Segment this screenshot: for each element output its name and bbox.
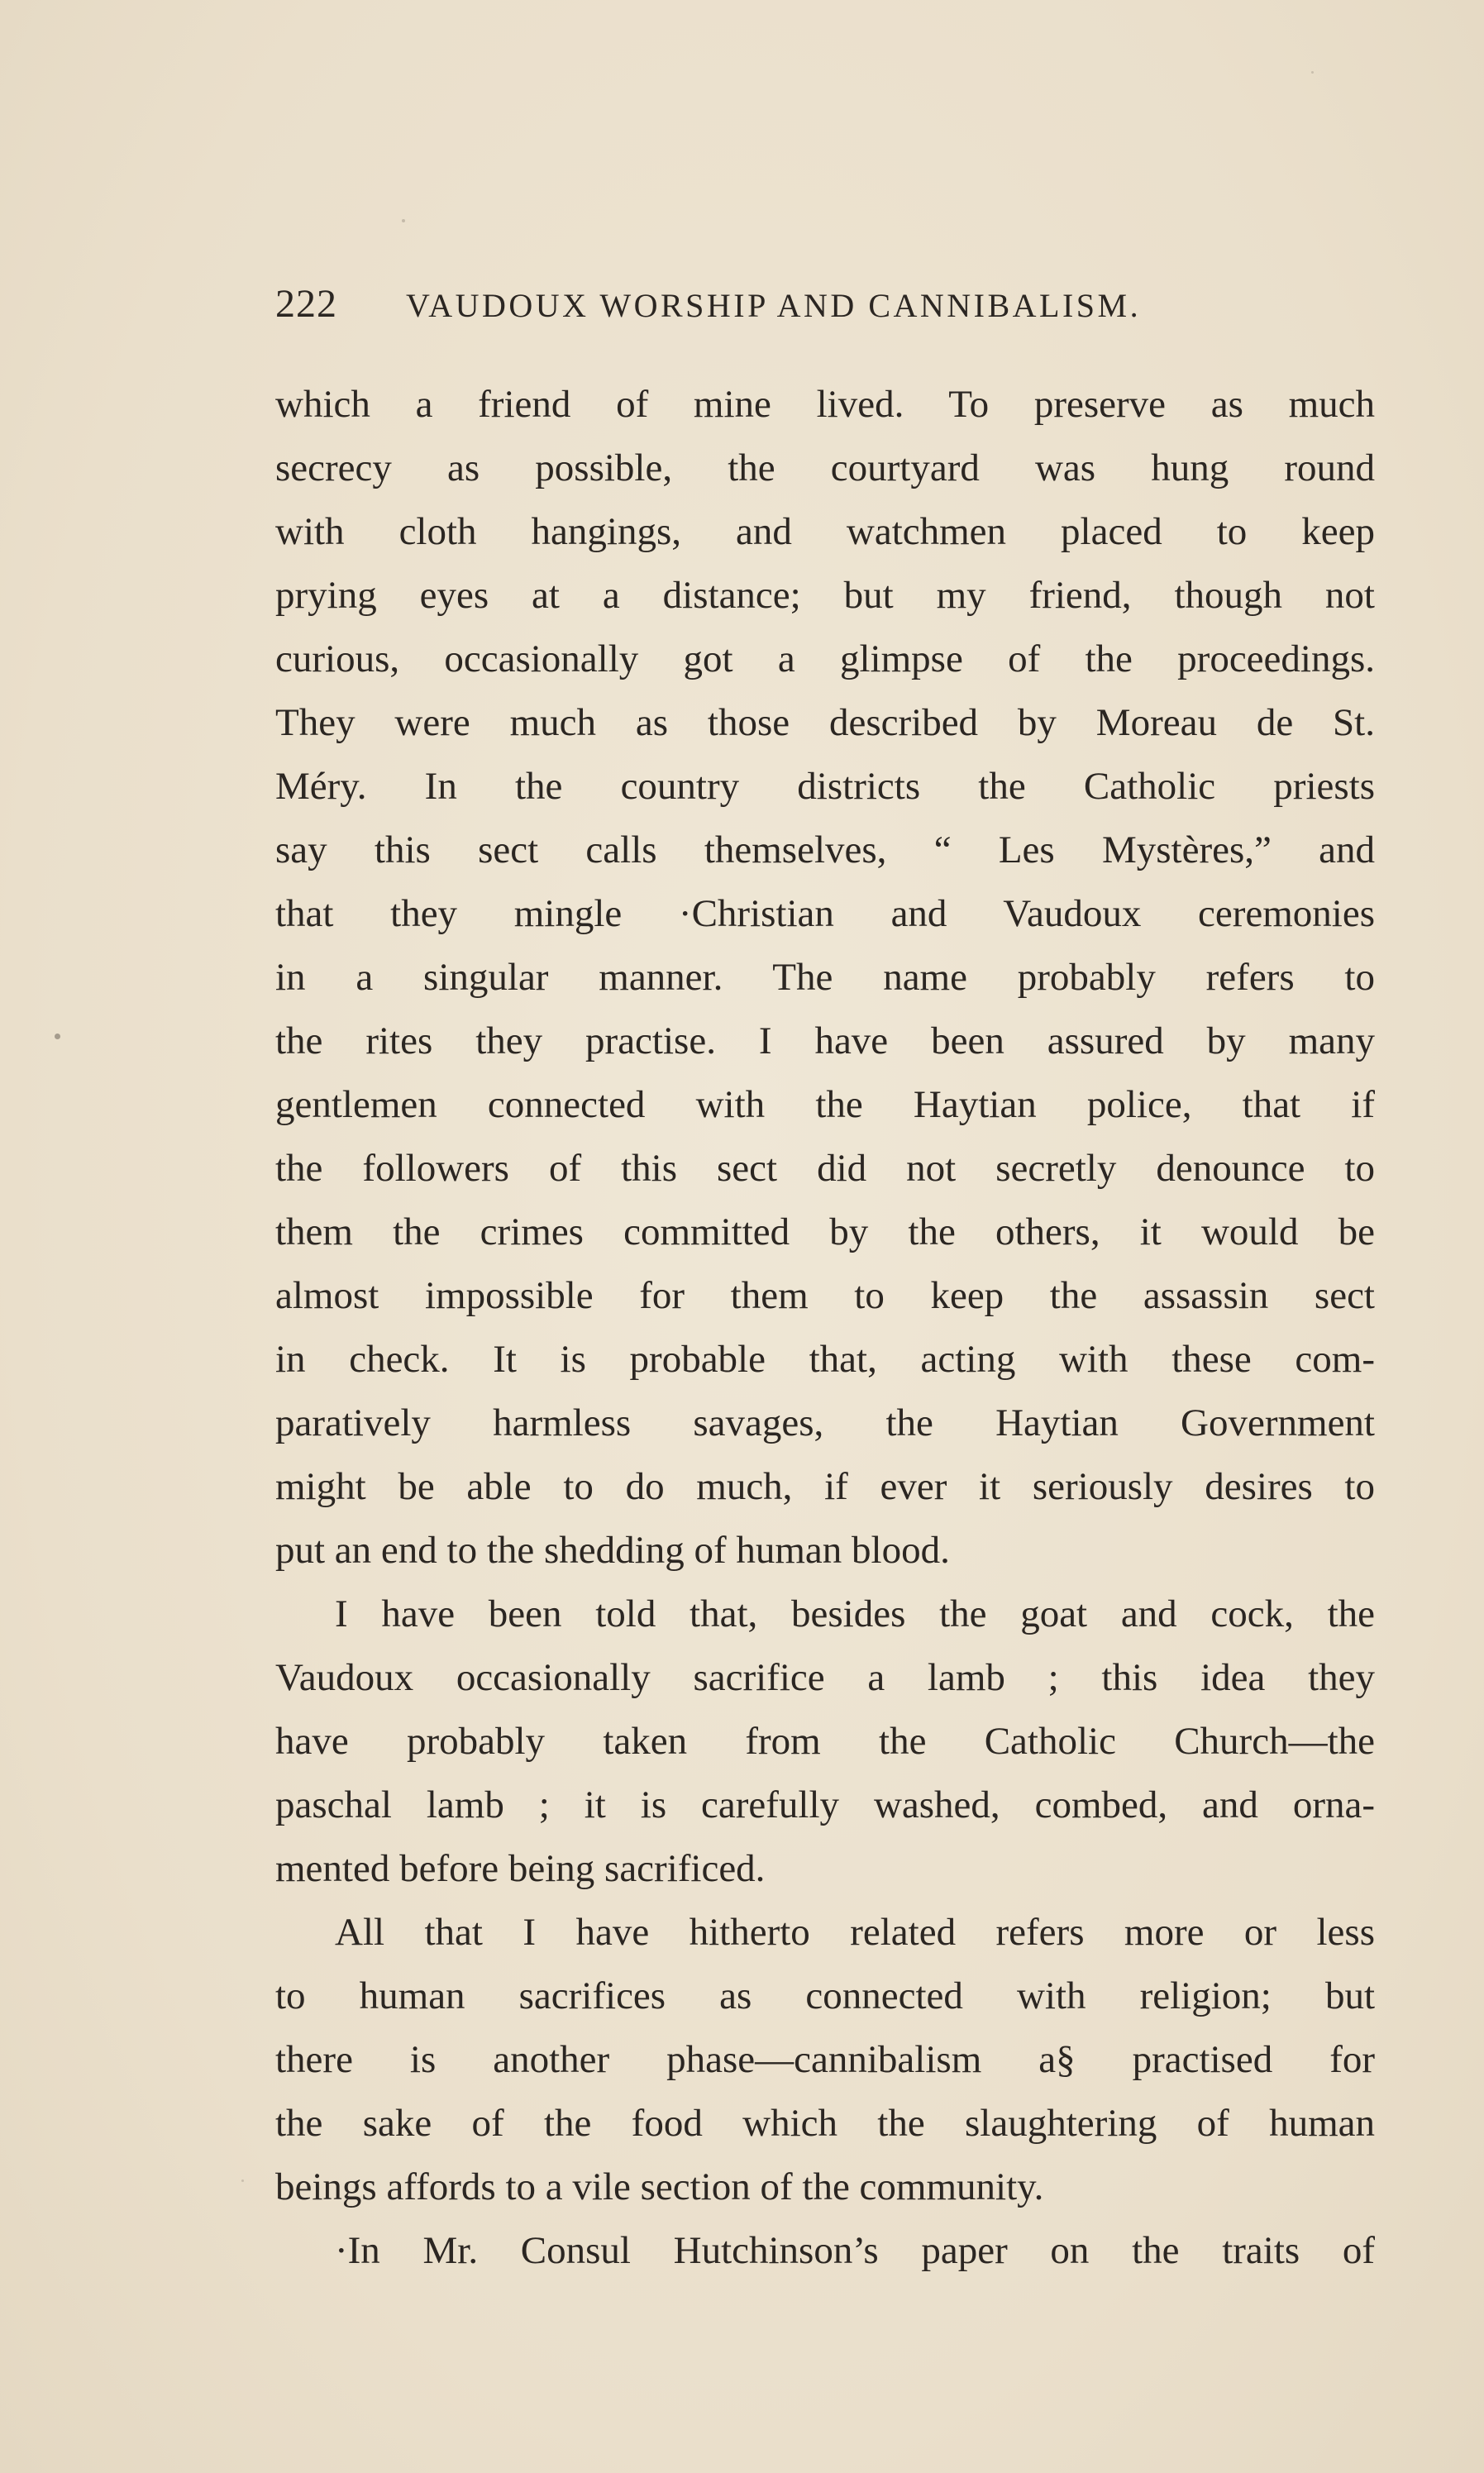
text-line: Vaudoux occasionally sacrifice a lamb ; this idea they	[275, 1656, 1375, 1699]
text-line: almost impossible for them to keep the assassin sect	[275, 1274, 1375, 1317]
paper-speck	[1311, 71, 1314, 74]
running-title: VAUDOUX WORSHIP AND CANNIBALISM.	[406, 287, 1142, 324]
paragraph-end-line: mented before being sacrificed.	[275, 1847, 766, 1890]
page-number: 222	[275, 282, 337, 326]
text-line: them the crimes committed by the others, it would be	[275, 1210, 1375, 1253]
text-line: paschal lamb ; it is carefully washed, combed, and orna-	[275, 1783, 1375, 1826]
text-line: curious, occasionally got a glimpse of the proceedings.	[275, 637, 1375, 680]
text-line: which a friend of mine lived. To preserve as much	[275, 383, 1375, 426]
text-line: gentlemen connected with the Haytian police, that if	[275, 1083, 1375, 1126]
text-line: the followers of this sect did not secretly denounce to	[275, 1147, 1375, 1190]
text-line: Méry. In the country districts the Catholic priests	[275, 765, 1375, 808]
paper-speck	[402, 219, 405, 222]
text-line: the sake of the food which the slaughtering of human	[275, 2102, 1375, 2145]
paper-speck	[241, 2179, 244, 2182]
text-line: in check. It is probable that, acting with these com-	[275, 1338, 1375, 1381]
text-line: secrecy as possible, the courtyard was hung round	[275, 446, 1375, 489]
text-line: the rites they practise. I have been assured by many	[275, 1019, 1375, 1062]
text-line: paratively harmless savages, the Haytian Government	[275, 1401, 1375, 1444]
text-line: there is another phase—cannibalism a§ practised for	[275, 2038, 1375, 2081]
paragraph-start-line: ·In Mr. Consul Hutchinson’s paper on the traits of	[335, 2229, 1375, 2272]
text-line: prying eyes at a distance; but my friend, though not	[275, 574, 1375, 617]
paragraph-start-line: I have been told that, besides the goat and cock, the	[335, 1592, 1375, 1635]
text-line: They were much as those described by Moreau de St.	[275, 701, 1375, 744]
paragraph-end-line: beings affords to a vile section of the community.	[275, 2165, 1044, 2208]
paragraph-start-line: All that I have hitherto related refers more or less	[335, 1911, 1375, 1954]
page-header	[275, 279, 1375, 329]
text-line: have probably taken from the Catholic Church—the	[275, 1720, 1375, 1763]
text-line: in a singular manner. The name probably refers to	[275, 956, 1375, 999]
body-text	[275, 373, 1375, 2283]
paragraph-end-line: put an end to the shedding of human blood.	[275, 1529, 950, 1572]
text-line: to human sacrifices as connected with religion; but	[275, 1974, 1375, 2017]
text-line: say this sect calls themselves, “ Les Mystères,” and	[275, 828, 1375, 871]
text-line: that they mingle ·Christian and Vaudoux ceremonies	[275, 892, 1375, 935]
text-line: with cloth hangings, and watchmen placed to keep	[275, 510, 1375, 553]
paper-speck	[55, 1034, 60, 1039]
text-line: might be able to do much, if ever it seriously desires to	[275, 1465, 1375, 1508]
